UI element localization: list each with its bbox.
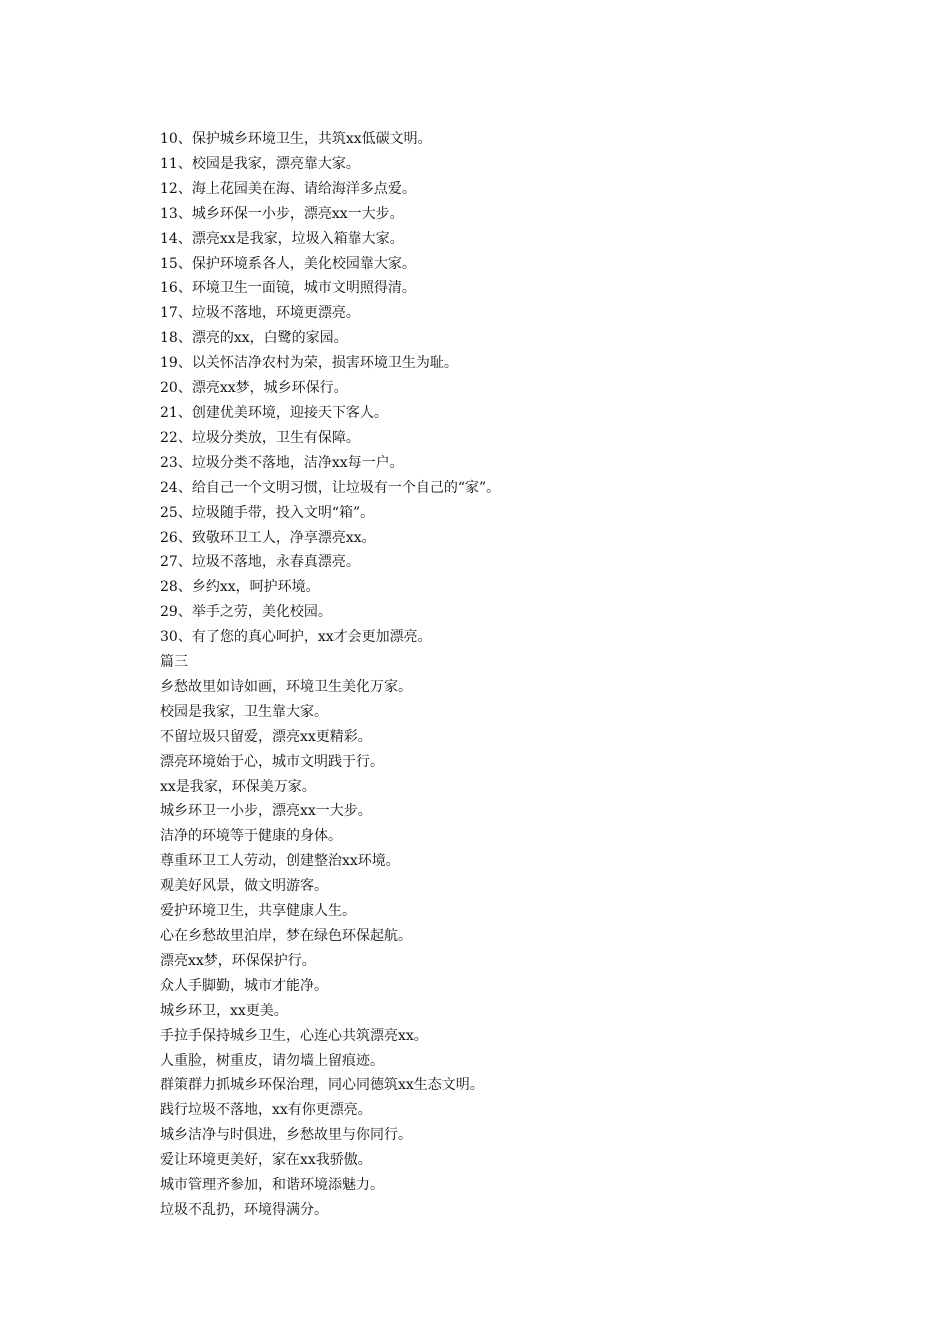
slogan-line: 垃圾不乱扔，环境得满分。 [160, 1201, 328, 1218]
slogan-line: 27、垃圾不落地，永春真漂亮。 [160, 554, 360, 571]
slogan-line: 12、海上花园美在海、请给海洋多点爱。 [160, 180, 416, 197]
slogan-line: 26、致敬环卫工人，净享漂亮xx。 [160, 529, 376, 546]
slogan-line: 17、垃圾不落地，环境更漂亮。 [160, 305, 360, 322]
slogan-line: 16、环境卫生一面镜，城市文明照得清。 [160, 280, 416, 297]
slogan-line: 25、垃圾随手带，投入文明“箱”。 [160, 504, 375, 521]
slogan-line: 20、漂亮xx梦，城乡环保行。 [160, 380, 348, 397]
slogan-line: 28、乡约xx，呵护环境。 [160, 579, 320, 596]
slogan-line: 爱护环境卫生，共享健康人生。 [160, 903, 356, 920]
slogan-line: 不留垃圾只留爱，漂亮xx更精彩。 [160, 728, 372, 745]
slogan-line: 爱让环境更美好，家在xx我骄傲。 [160, 1152, 372, 1169]
document-body [160, 127, 880, 1223]
section-heading: 篇三 [160, 654, 188, 671]
slogan-line: 15、保护环境系各人，美化校园靠大家。 [160, 255, 416, 272]
slogan-line: 手拉手保持城乡卫生，心连心共筑漂亮xx。 [160, 1027, 428, 1044]
slogan-line: 30、有了您的真心呵护，xx才会更加漂亮。 [160, 629, 432, 646]
slogan-line: 漂亮环境始于心，城市文明践于行。 [160, 753, 384, 770]
slogan-line: 14、漂亮xx是我家，垃圾入箱靠大家。 [160, 230, 404, 247]
slogan-line: 城乡环卫，xx更美。 [160, 1002, 288, 1019]
slogan-line: 城乡洁净与时俱进，乡愁故里与你同行。 [160, 1127, 412, 1144]
slogan-line: 乡愁故里如诗如画，环境卫生美化万家。 [160, 678, 412, 695]
slogan-line: 群策群力抓城乡环保治理，同心同德筑xx生态文明。 [160, 1077, 484, 1094]
slogan-line: 城市管理齐参加，和谐环境添魅力。 [160, 1177, 384, 1194]
slogan-line: 校园是我家，卫生靠大家。 [160, 703, 328, 720]
slogan-line: 21、创建优美环境，迎接天下客人。 [160, 404, 388, 421]
slogan-line: 洁净的环境等于健康的身体。 [160, 828, 342, 845]
slogan-line: 观美好风景，做文明游客。 [160, 878, 328, 895]
slogan-line: 城乡环卫一小步，漂亮xx一大步。 [160, 803, 372, 820]
slogan-line: 尊重环卫工人劳动，创建整治xx环境。 [160, 853, 400, 870]
slogan-line: 11、校园是我家，漂亮靠大家。 [160, 155, 360, 172]
slogan-line: 13、城乡环保一小步，漂亮xx一大步。 [160, 205, 404, 222]
slogan-line: 心在乡愁故里泊岸，梦在绿色环保起航。 [160, 928, 412, 944]
slogan-line: 众人手脚勤，城市才能净。 [160, 977, 328, 994]
slogan-line: 漂亮xx梦，环保保护行。 [160, 952, 316, 969]
slogan-line: 22、垃圾分类放，卫生有保障。 [160, 429, 360, 446]
slogan-line: 践行垃圾不落地，xx有你更漂亮。 [160, 1102, 372, 1119]
slogan-line: 18、漂亮的xx，白鹭的家园。 [160, 330, 348, 347]
slogan-line: 23、垃圾分类不落地，洁净xx每一户。 [160, 454, 404, 471]
slogan-line: 人重脸，树重皮，请勿墙上留痕迹。 [160, 1052, 384, 1069]
slogan-line: 10、保护城乡环境卫生，共筑xx低碳文明。 [160, 131, 432, 147]
slogan-line: xx是我家，环保美万家。 [160, 778, 316, 795]
slogan-line: 29、举手之劳，美化校园。 [160, 604, 332, 621]
slogan-line: 24、给自己一个文明习惯，让垃圾有一个自己的“家”。 [160, 479, 501, 496]
slogan-line: 19、以关怀洁净农村为荣，损害环境卫生为耻。 [160, 355, 458, 372]
